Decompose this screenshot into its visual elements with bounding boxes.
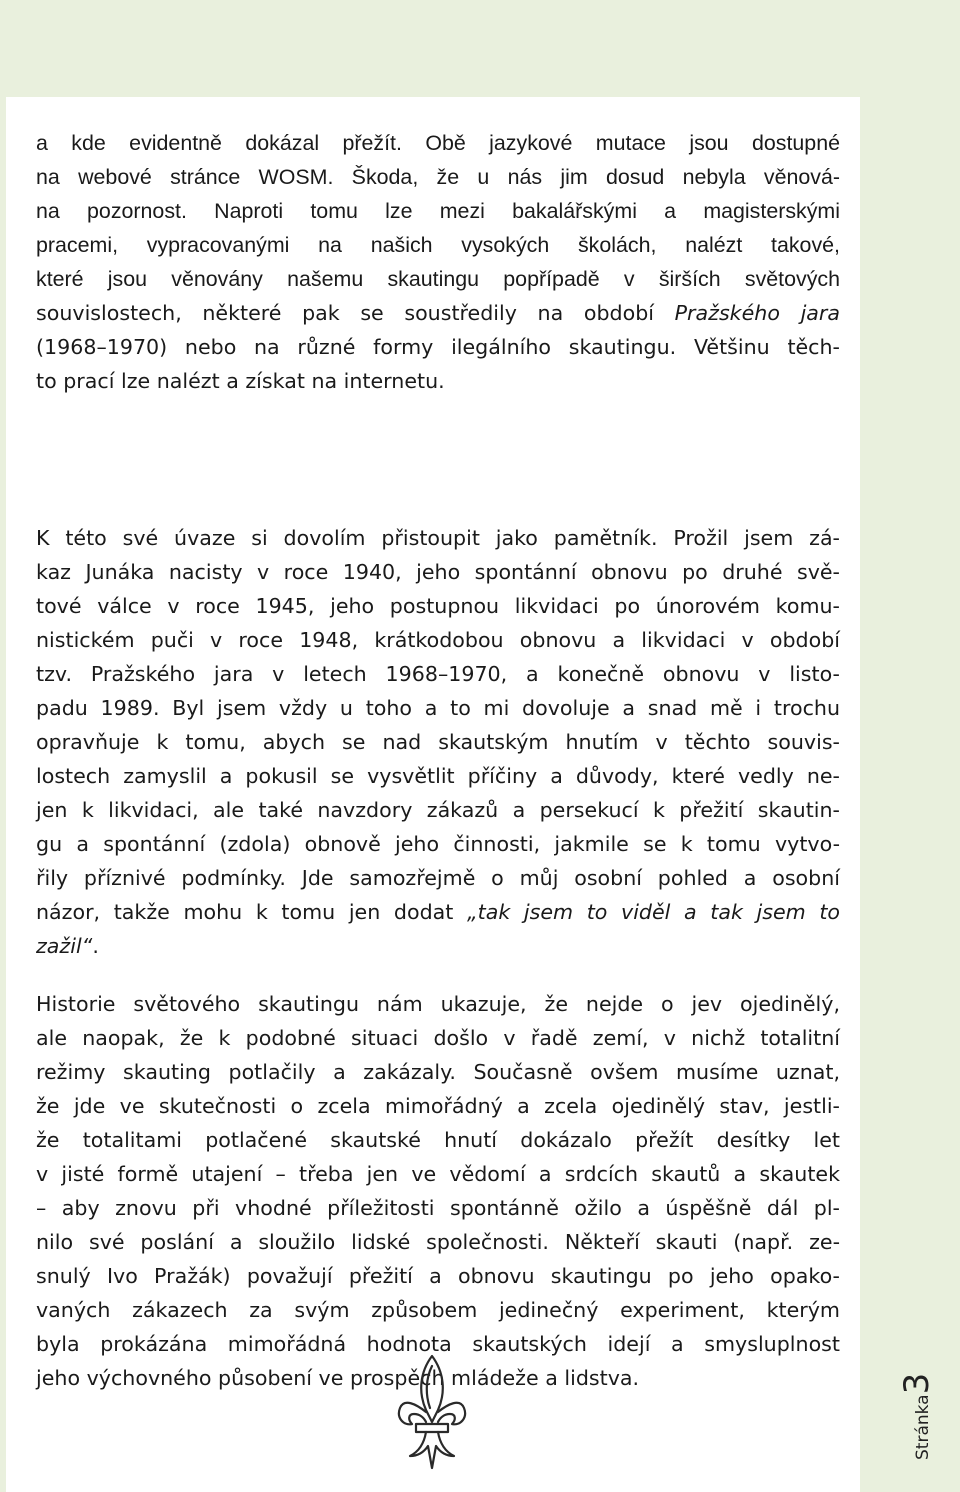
italic-term: Pražského jara [674, 301, 840, 325]
text-line: tové válce v roce 1945, jeho postupnou likvidaci po únorovém komu- [36, 594, 840, 618]
text-line: které jsou věnovány našemu skautingu popřípadě v širších světových [36, 267, 840, 291]
page-word: Stránka [913, 1394, 933, 1460]
text-line: byla prokázána mimořádná hodnota skautských idejí a smysluplnost [36, 1332, 840, 1356]
text-line: K této své úvaze si dovolím přistoupit jako pamětník. Prožil jsem zá- [36, 526, 840, 550]
paragraph-2 [36, 521, 840, 963]
text-line: a kde evidentně dokázal přežít. Obě jazykové mutace jsou dostupné [36, 131, 840, 155]
page-number-label [880, 1360, 940, 1480]
text-segment: . [92, 934, 99, 958]
text-line: Historie světového skautingu nám ukazuje, že nejde o jev ojedinělý, [36, 992, 840, 1016]
text-line: řily příznivé podmínky. Jde samozřejmě o můj osobní pohled a osobní [36, 866, 840, 890]
text-line: jeho výchovného působení ve prospěch mládeže a lidstva. [36, 1366, 640, 1390]
text-line-with-italic [36, 296, 840, 330]
text-line: že jde ve skutečnosti o zcela mimořádný a zcela ojedinělý stav, jestli- [36, 1094, 840, 1118]
text-line: pracemi, vypracovanými na našich vysokých školách, nalézt takové, [36, 233, 840, 257]
text-line: na webové stránce WOSM. Škoda, že u nás jim dosud nebyla věnová- [36, 165, 840, 189]
text-line: to prací lze nalézt a získat na internetu. [36, 369, 445, 393]
text-line: že totalitami potlačené skautské hnutí dokázalo přežít desítky let [36, 1128, 840, 1152]
text-segment: souvislostech, některé pak se soustředily na období [36, 301, 675, 325]
text-line: jen k likvidaci, ale také navzdory zákazů a persekucí k přežití skautin- [36, 798, 840, 822]
text-line: na pozornost. Naproti tomu lze mezi bakalářskými a magisterskými [36, 199, 840, 223]
italic-quote: „tak jsem to viděl a tak jsem to [466, 900, 840, 924]
text-line: ale naopak, že k podobné situaci došlo v řadě zemí, v nichž totalitní [36, 1026, 840, 1050]
text-line: (1968–1970) nebo na různé formy ilegálního skautingu. Většinu těch- [36, 335, 840, 359]
text-line: – aby znovu při vhodné příležitosti spontánně ožilo a úspěšně dál pl- [36, 1196, 840, 1220]
italic-quote-end: zažil“ [36, 934, 93, 958]
text-line: vaných zákazech za svým způsobem jedinečný experiment, kterým [36, 1298, 840, 1322]
text-line: nistickém puči v roce 1948, krátkodobou obnovu a likvidaci v období [36, 628, 840, 652]
text-line: opravňuje k tomu, abych se nad skautským hnutím v těchto souvis- [36, 730, 840, 754]
text-line-with-quote [36, 895, 840, 929]
text-line: snulý Ivo Pražák) považují přežití a obnovu skautingu po jeho opako- [36, 1264, 840, 1288]
text-line-quote-end [36, 929, 840, 963]
fleur-de-lis-icon [396, 1352, 468, 1472]
text-line: v jisté formě utajení – třeba jen ve vědomí a srdcích skautů a skautek [36, 1162, 840, 1186]
document-page [6, 97, 860, 1492]
text-line: nilo své poslání a sloužilo lidské společnosti. Někteří skauti (např. ze- [36, 1230, 840, 1254]
page-number: 3 [897, 1372, 937, 1395]
text-line: kaz Junáka nacisty v roce 1940, jeho spontánní obnovu po druhé svě- [36, 560, 840, 584]
text-line: lostech zamyslil a pokusil se vysvětlit příčiny a důvody, které vedly ne- [36, 764, 840, 788]
text-line: tzv. Pražského jara v letech 1968–1970, a konečně obnovu v listo- [36, 662, 840, 686]
text-line: padu 1989. Byl jsem vždy u toho a to mi dovoluje a snad mě i trochu [36, 696, 840, 720]
text-line: gu a spontánní (zdola) obnově jeho činnosti, jakmile se k tomu vytvo- [36, 832, 840, 856]
paragraph-3 [36, 987, 840, 1395]
paragraph-1 [36, 126, 840, 398]
text-line: režimy skauting potlačily a zakázaly. Současně ovšem musíme uznat, [36, 1060, 840, 1084]
page-label-rotated [897, 1372, 937, 1460]
text-segment: názor, takže mohu k tomu jen dodat [36, 900, 467, 924]
